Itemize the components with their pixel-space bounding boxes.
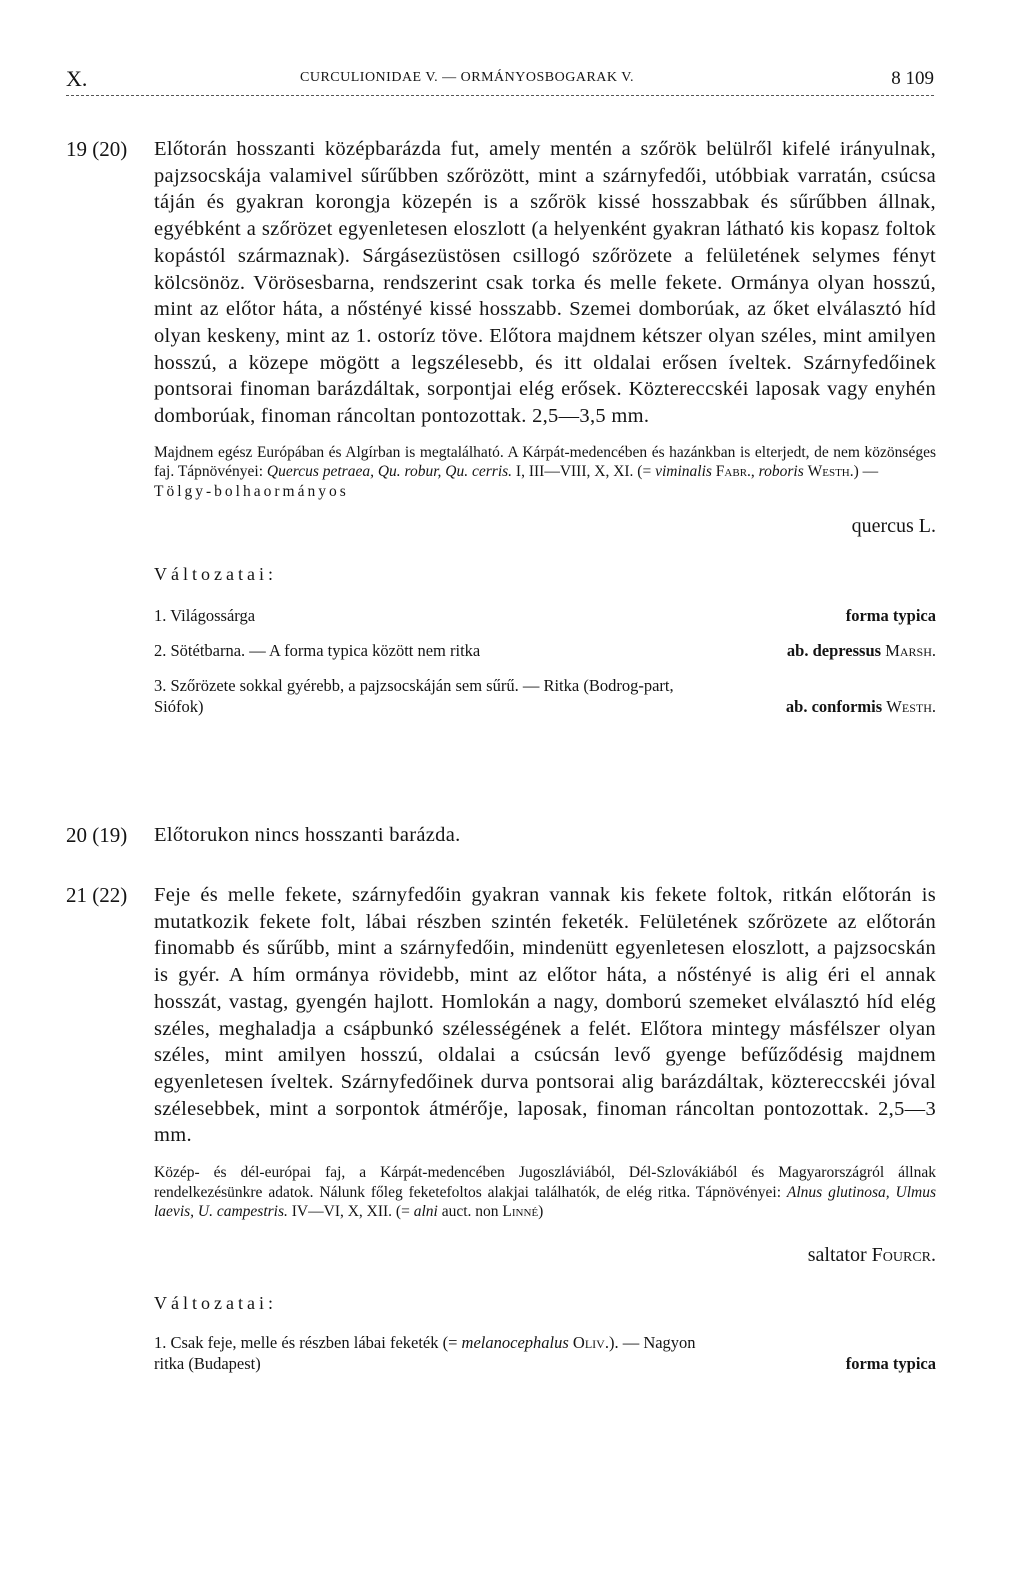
variant-row: 3. Szőrözete sokkal gyérebb, a pajzsocskáján sem sűrű. — Ritka (Bodrog-part, Siófok) ab. conformis Westh. [154, 676, 936, 717]
page-header [66, 64, 934, 92]
couplet-number: 21 (22) [66, 883, 128, 907]
couplet-text: Feje és melle fekete, szárnyfedőin gyakran vannak kis fekete foltok, ritkán előtorán is mutatkozik fekete folt, lábai részben szintén feketék. Felületének szőrözete az előtorán finomabb és sűrűbb, mint a szárnyfedőin, mindenütt egyenletesen eloszlott, a pajzsocskán is gyér. A hím ormánya rövidebb, mint az előtor háta, a nőstényé is alig éri el annak hosszát, vastag, gyengén hajlott. Homlokán a nagy, domború szemeket elválasztó híd elég széles, meghaladja a csápbunkó szélességének a felét. Előtora mintegy másfélszer olyan széles, mint amilyen hosszú, oldalai a csúcsán levő gyenge befűződésig majdnem egyenletesen íveltek. Szárnyfedőinek durva pontsorai alig barázdáltak, köztereccskéi jóval szélesebbek, mint a sorpontok átmérője, laposak, finoman ráncoltan pontozottak. 2,5—3 mm. [154, 884, 936, 1147]
page-number: 8 109 [891, 68, 934, 89]
couplet-20 [66, 822, 936, 849]
variant-row: 1. Világossárga forma typica [154, 606, 936, 626]
variants-title: Változatai: [154, 1292, 277, 1313]
common-name: Tölgy-bolhaormányos [154, 482, 349, 500]
couplet-text: Előtorukon nincs hosszanti barázda. [154, 824, 461, 846]
variants-title: Változatai: [154, 564, 277, 585]
species-name: quercus L. [851, 515, 936, 538]
variant-row: 2. Sötétbarna. — A forma typica között nem ritka ab. depressus Marsh. [154, 641, 936, 661]
couplet-number: 20 (19) [66, 823, 128, 847]
couplet-number: 19 (20) [66, 137, 128, 161]
distribution-note: Majdnem egész Európában és Algírban is megtalálható. A Kárpát-medencében és hazánkban is elterjedt, de nem közönséges faj. Tápnövényei: Quercus petraea, Qu. robur, Qu. cerris. I, III—VIII, X, XI. (= viminalis Fabr., roboris Westh.) — Tölgy-bolhaormányos [154, 443, 936, 500]
chapter-number: X. [66, 66, 88, 91]
couplet-text: Előtorán hosszanti középbarázda fut, amely mentén a szőrök belülről kifelé irányulnak, pajzsocskája valamivel sűrűbben szőrözött, mint a szárnyfedői, utóbbiak varratán, csúcsa táján és gyakran korongja közepén is a szőrök kissé hosszabbak és sűrűbben állnak, egyébként a szőrözet egyenletesen eloszlott (a helyenként gyakran látható kis kopasz foltok kopástól származnak). Sárgásezüstösen csillogó szőrözete a felületének selymes fényt kölcsönöz. Vörösesbarna, rendszerint csak torka és melle fekete. Ormánya olyan hosszú, mint az előtor háta, a nőstényé kissé hosszabb. Szemei domborúak, az őket elválasztó híd olyan keskeny, mint az 1. ostoríz töve. Előtora majdnem kétszer olyan széles, mint amilyen hosszú, a közepe mögött a legszélesebb, és itt oldalai erősen íveltek. Szárnyfedőinek pontsorai finoman barázdáltak, sorpontjai elég erősek. Köztereccskéi laposak vagy enyhén domborúak, finoman ráncoltan pontozottak. 2,5—3,5 mm. [154, 138, 936, 428]
couplet-21 [66, 882, 936, 1374]
header-divider [66, 95, 934, 96]
running-title: CURCULIONIDAE V. — ORMÁNYOSBOGARAK V. [300, 70, 635, 85]
species-name: saltator Fourcr. [807, 1243, 936, 1266]
variant-row: 1. Csak feje, melle és részben lábai feketék (= melanocephalus Oliv.). — Nagyon ritka (Budapest) forma typica [154, 1332, 936, 1373]
couplet-19 [66, 136, 936, 717]
distribution-note: Közép- és dél-európai faj, a Kárpát-medencében Jugoszláviából, Dél-Szlovákiából és Magyarországról állnak rendelkezésünkre adatok. Nálunk főleg feketefoltos alakjai találhatók, de elég ritka. Tápnövényei: Alnus glutinosa, Ulmus laevis, U. campestris. IV—VI, X, XII. (= alni auct. non Linné) [154, 1164, 937, 1221]
